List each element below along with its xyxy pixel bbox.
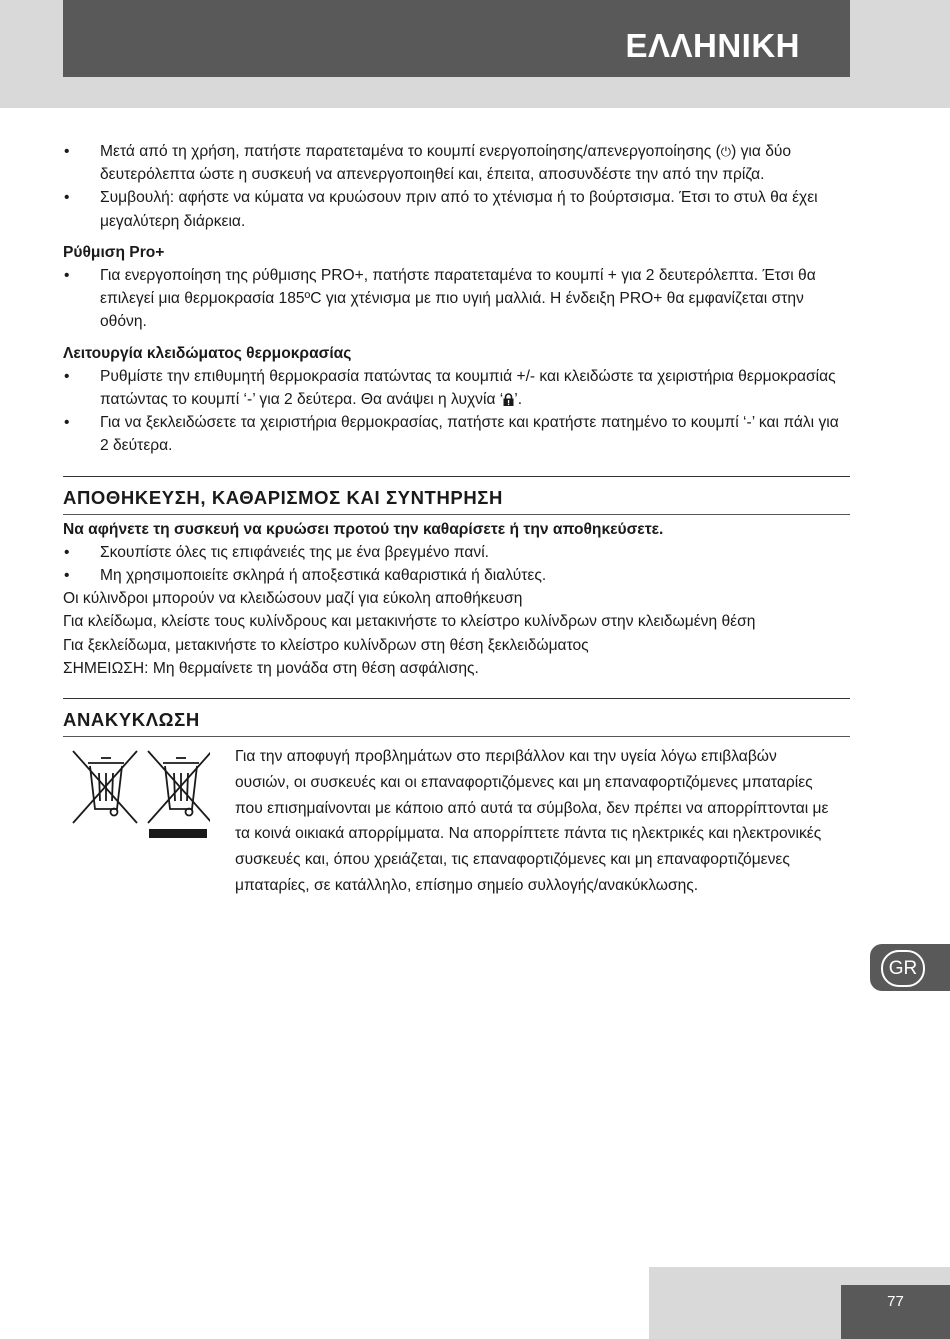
page-language-title: ΕΛΛΗΝΙΚΗ (625, 27, 800, 64)
recycling-text: Για την αποφυγή προβλημάτων στο περιβάλλον και την υγεία λόγω επιβλαβών ουσιών, οι συσκευές και οι επαναφορτιζόμενες και μη επαναφορτιζόμενες μπαταρίες που επισημαίνονται με κάποιο από αυτά τα σύμβολα, δεν πρέπει να απορρίπτονται με τα κοινά οικιακά απορρίμματα. Να απορρίπτετε πάντα τις ηλεκτρικές και ηλεκτρονικές συσκευές και, όπου χρειάζεται, τις επαναφορτιζόμενες και μη επαναφορτιζόμενες μπαταρίες, σε κατάλληλο, επίσημο σημείο συλλογής/ανακύκλωσης. (235, 748, 829, 895)
page-number: 77 (887, 1293, 904, 1310)
power-icon: ⏻ (720, 144, 732, 159)
language-badge: GR (881, 950, 925, 987)
list-item: • Συμβουλή: αφήστε να κύματα να κρυώσουν πριν από το χτένισμα ή το βούρτσισμα. Έτσι το στυλ θα έχει μεγαλύτερη διάρκεια. (63, 186, 850, 232)
lock-function-heading: Λειτουργία κλειδώματος θερμοκρασίας (63, 344, 352, 362)
recycling-block (63, 741, 850, 941)
main-content (63, 140, 850, 941)
storage-lead: Να αφήνετε τη συσκευή να κρυώσει προτού την καθαρίσετε ή την αποθηκεύσετε. (63, 520, 664, 538)
storage-line: Για ξεκλείδωμα, μετακινήστε το κλείστρο κυλίνδρων στη θέση ξεκλειδώματος (63, 636, 589, 654)
pro-setting-list (63, 264, 850, 334)
storage-line: Οι κύλινδροι μπορούν να κλειδώσουν μαζί για εύκολη αποθήκευση (63, 590, 523, 608)
crossed-out-wheelie-bin-icon (70, 749, 210, 844)
storage-note: ΣΗΜΕΙΩΣΗ: Μη θερμαίνετε τη μονάδα στη θέση ασφάλισης. (63, 659, 479, 677)
list-item: • Μη χρησιμοποιείτε σκληρά ή αποξεστικά καθαριστικά ή διαλύτες. (63, 564, 850, 587)
language-tab (870, 944, 950, 991)
storage-section-title: ΑΠΟΘΗΚΕΥΣΗ, ΚΑΘΑΡΙΣΜΟΣ ΚΑΙ ΣΥΝΤΗΡΗΣΗ (63, 476, 850, 515)
lock-icon (503, 393, 514, 406)
footer-page-box (841, 1285, 950, 1339)
list-item: • Για να ξεκλειδώσετε τα χειριστήρια θερμοκρασίας, πατήστε και κρατήστε πατημένο το κουμπί ‘-’ και πάλι για 2 δεύτερα. (63, 411, 850, 457)
list-item: • Για ενεργοποίηση της ρύθμισης PRO+, πατήστε παρατεταμένα το κουμπί + για 2 δευτερόλεπτα. Έτσι θα επιλεγεί μια θερμοκρασία 185ºC για χτένισμα με πιο υγιή μαλλιά. Η ένδειξη PRO+ θα εμφανίζεται στην οθόνη. (63, 264, 850, 334)
recycling-section-title: ΑΝΑΚΥΚΛΩΣΗ (63, 698, 850, 737)
lock-function-list (63, 365, 850, 458)
header-bar (63, 0, 850, 77)
storage-line: Για κλείδωμα, κλείστε τους κυλίνδρους και μετακινήστε το κλείστρο κυλίνδρων στην κλειδωμένη θέση (63, 613, 756, 631)
list-item: • Μετά από τη χρήση, πατήστε παρατεταμένα το κουμπί ενεργοποίησης/απενεργοποίησης (⏻) για δύο δευτερόλεπτα ώστε η συσκευή να απενεργοποιηθεί και, έπειτα, αποσυνδέστε την από την πρίζα. (63, 140, 850, 186)
pro-setting-heading: Ρύθμιση Pro+ (63, 243, 165, 261)
storage-bullet-list (63, 541, 850, 587)
intro-bullet-list (63, 140, 850, 233)
list-item: • Ρυθμίστε την επιθυμητή θερμοκρασία πατώντας τα κουμπιά +/- και κλειδώστε τα χειριστήρια θερμοκρασίας πατώντας το κουμπί ‘-’ για 2 δεύτερα. Θα ανάψει η λυχνία ‘ ’. (63, 365, 850, 411)
list-item: • Σκουπίστε όλες τις επιφάνειές της με ένα βρεγμένο πανί. (63, 541, 850, 564)
